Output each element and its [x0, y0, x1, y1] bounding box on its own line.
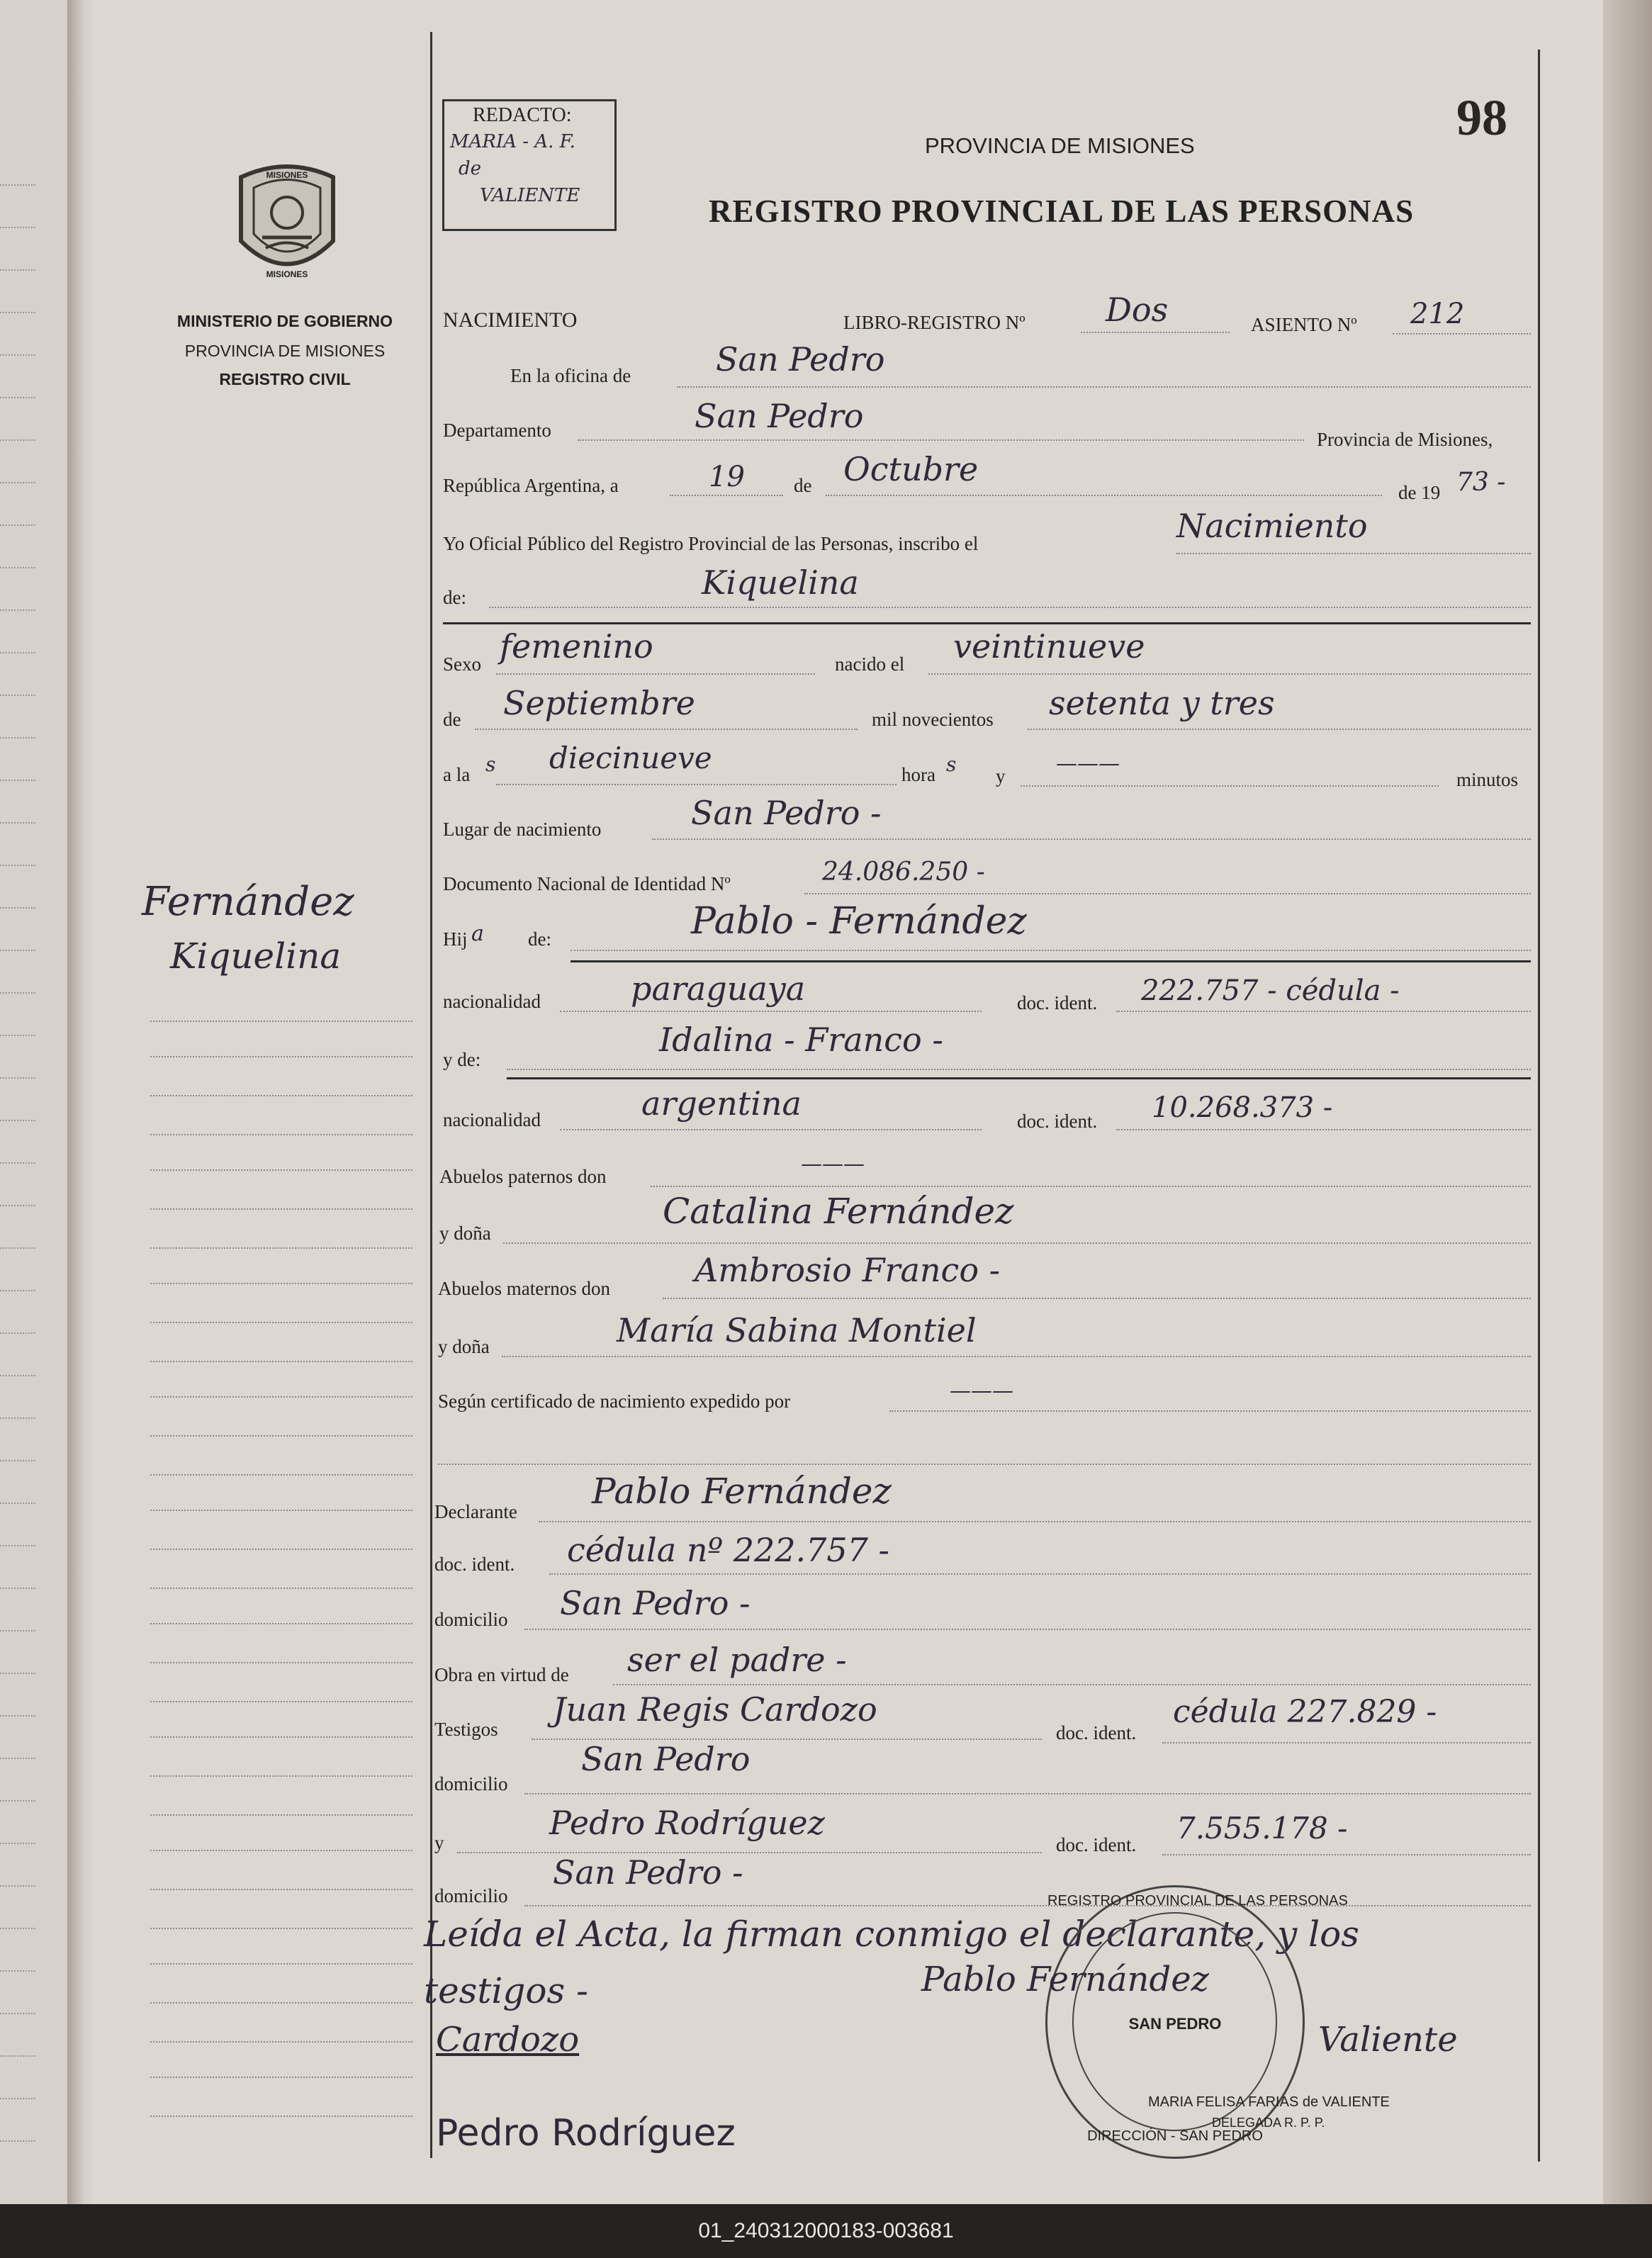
value-testigo1-doc: cédula 227.829 -	[1173, 1694, 1437, 1730]
label-testigo2-doc: doc. ident.	[1056, 1834, 1137, 1855]
value-nacido-mes: Septiembre	[503, 684, 695, 722]
value-minutos: ———	[1056, 751, 1120, 776]
label-de-nombre: de:	[443, 587, 466, 608]
label-republica: República Argentina, a	[443, 475, 619, 496]
value-nacido-anio: setenta y tres	[1049, 684, 1275, 722]
value-declarante-dom: San Pedro -	[560, 1584, 751, 1622]
signature-declarante: Pablo Fernández	[921, 1960, 1209, 1999]
label-y-min: y	[996, 765, 1006, 787]
label-de-19: de 19	[1398, 482, 1441, 503]
label-testigo1-dom: domicilio	[434, 1773, 508, 1794]
label-asiento: ASIENTO Nº	[1251, 314, 1357, 335]
value-testigo1: Juan Regis Cardozo	[553, 1690, 877, 1729]
label-segun: Según certificado de nacimiento expedido por	[438, 1391, 791, 1412]
value-testigo1-dom: San Pedro	[581, 1740, 751, 1778]
stamp-ring-top: REGISTRO PROVINCIAL DE LAS PERSONAS	[1047, 1893, 1348, 1909]
seal-top-text: MISIONES	[266, 170, 308, 180]
value-padre-doc: 222.757 - cédula -	[1141, 974, 1400, 1007]
label-y-de: y de:	[443, 1049, 481, 1070]
value-anio: 73 -	[1456, 468, 1506, 497]
label-lugar: Lugar de nacimiento	[443, 819, 602, 840]
value-departamento: San Pedro	[695, 397, 864, 435]
value-hijo-suffix: a	[471, 921, 484, 946]
label-nac-padre: nacionalidad	[443, 991, 541, 1012]
header-registry: REGISTRO PROVINCIAL DE LAS PERSONAS	[709, 193, 1415, 229]
province-seal	[234, 163, 340, 287]
label-testigo2-dom: domicilio	[434, 1885, 508, 1906]
label-hijo: Hij	[443, 928, 468, 950]
value-lugar: San Pedro -	[691, 794, 882, 832]
label-dni: Documento Nacional de Identidad Nº	[443, 873, 731, 894]
value-testigo2: Pedro Rodríguez	[549, 1804, 825, 1842]
label-nacido: nacido el	[835, 653, 905, 675]
label-sexo: Sexo	[443, 653, 481, 675]
label-doc-madre: doc. ident.	[1017, 1111, 1098, 1132]
value-abuelo-materno: Ambrosio Franco -	[695, 1251, 1001, 1289]
label-de-mes: de	[794, 475, 812, 496]
label-declarante-dom: domicilio	[434, 1609, 508, 1630]
value-abuela-paterna: Catalina Fernández	[663, 1191, 1014, 1232]
redacto-line2: de	[459, 158, 482, 179]
value-acto: Nacimiento	[1176, 507, 1368, 545]
value-dni: 24.086.250 -	[822, 858, 985, 887]
value-hora-suffix: s	[946, 753, 957, 776]
label-nac-madre: nacionalidad	[443, 1109, 541, 1130]
left-header-civil: REGISTRO CIVIL	[219, 370, 351, 388]
value-nombre: Kiquelina	[702, 563, 859, 602]
label-doc-padre: doc. ident.	[1017, 992, 1098, 1013]
label-testigo1-doc: doc. ident.	[1056, 1722, 1137, 1743]
label-declarante-doc: doc. ident.	[434, 1554, 515, 1575]
label-de-nac-mes: de	[443, 709, 461, 730]
value-mes: Octubre	[843, 450, 979, 488]
label-hijo-de: de:	[528, 928, 551, 950]
margin-surname: Fernández	[142, 879, 354, 925]
value-madre: Idalina - Franco -	[659, 1021, 943, 1059]
redacto-label: REDACTO:	[473, 104, 572, 126]
value-obra: ser el padre -	[627, 1641, 847, 1679]
right-frame-line	[1538, 50, 1540, 2162]
label-minutos: minutos	[1456, 769, 1519, 790]
redacto-box	[442, 99, 617, 231]
value-abuelo-paterno: ———	[801, 1152, 865, 1176]
left-header-ministry: MINISTERIO DE GOBIERNO	[176, 312, 393, 330]
label-horas: hora	[901, 764, 935, 785]
value-a-la-suffix: s	[485, 753, 496, 776]
label-oficina: En la oficina de	[510, 365, 631, 386]
label-departamento: Departamento	[443, 420, 551, 441]
label-abuela-materna: y doña	[438, 1336, 490, 1357]
label-libro: LIBRO-REGISTRO Nº	[843, 312, 1026, 333]
value-testigo2-dom: San Pedro -	[553, 1853, 743, 1892]
label-y-testigo2: y	[434, 1832, 444, 1853]
signature-testigo1: Cardozo	[436, 2020, 580, 2060]
value-dia: 19	[709, 461, 745, 493]
coat-of-arms-icon	[234, 163, 340, 287]
value-nacido-dia: veintinueve	[953, 627, 1145, 665]
stamp-center: SAN PEDRO	[1128, 2015, 1222, 2033]
label-yo-oficial: Yo Oficial Público del Registro Provincial de las Personas, inscribo el	[443, 533, 979, 554]
redacto-line1: MARIA - A. F.	[450, 131, 575, 152]
label-abuelos-paternos: Abuelos paternos don	[439, 1166, 607, 1187]
book-edge	[1603, 0, 1652, 2204]
margin-name: Kiquelina	[170, 936, 342, 977]
value-segun: ———	[950, 1378, 1013, 1403]
left-page-edge	[0, 0, 71, 2204]
value-libro: Dos	[1106, 291, 1169, 329]
closing-line-1: Leída el Acta, la firman conmigo el declarante, y los	[424, 1914, 1359, 1955]
value-madre-nac: argentina	[641, 1084, 802, 1123]
image-id: 01_240312000183-003681	[698, 2219, 954, 2242]
value-abuela-materna: María Sabina Montiel	[617, 1311, 977, 1349]
stamp-name: MARIA FELISA FARIAS de VALIENTE	[1148, 2094, 1390, 2110]
label-abuelos-maternos: Abuelos maternos don	[438, 1278, 610, 1299]
value-oficina: San Pedro	[716, 340, 885, 378]
value-asiento: 212	[1410, 298, 1465, 330]
stamp-ring-bottom: DIRECCIÓN - SAN PEDRO	[1087, 2128, 1263, 2144]
book-gutter	[67, 0, 96, 2204]
label-provincia: Provincia de Misiones,	[1317, 429, 1493, 450]
header-province: PROVINCIA DE MISIONES	[925, 133, 1195, 158]
left-header-province: PROVINCIA DE MISIONES	[184, 342, 386, 360]
value-madre-doc: 10.268.373 -	[1152, 1091, 1333, 1124]
label-a-la: a la	[443, 764, 471, 785]
closing-line-2: testigos -	[424, 1970, 588, 2011]
label-testigos: Testigos	[434, 1719, 498, 1740]
seal-bottom-text: MISIONES	[266, 269, 308, 279]
image-id-bar	[0, 2204, 1652, 2258]
label-nacimiento: NACIMIENTO	[443, 308, 578, 332]
value-padre: Pablo - Fernández	[691, 900, 1027, 943]
label-obra: Obra en virtud de	[434, 1664, 569, 1685]
value-hora: diecinueve	[549, 741, 712, 775]
left-frame-line	[430, 32, 432, 2158]
label-mil: mil novecientos	[872, 709, 994, 730]
stamp-title: DELEGADA R. P. P.	[1212, 2116, 1325, 2130]
value-testigo2-doc: 7.555.178 -	[1176, 1811, 1348, 1846]
signature-testigo2: Pedro Rodríguez	[436, 2112, 736, 2155]
label-abuela-paterna: y doña	[439, 1223, 491, 1244]
redacto-line3: VALIENTE	[480, 185, 580, 206]
value-declarante-doc: cédula nº 222.757 -	[567, 1531, 890, 1569]
label-declarante: Declarante	[434, 1501, 517, 1522]
signature-oficial: Valiente	[1318, 2020, 1458, 2060]
page-number: 98	[1456, 89, 1507, 146]
value-declarante: Pablo Fernández	[592, 1471, 892, 1512]
value-sexo: femenino	[500, 627, 653, 665]
value-padre-nac: paraguaya	[631, 970, 806, 1008]
